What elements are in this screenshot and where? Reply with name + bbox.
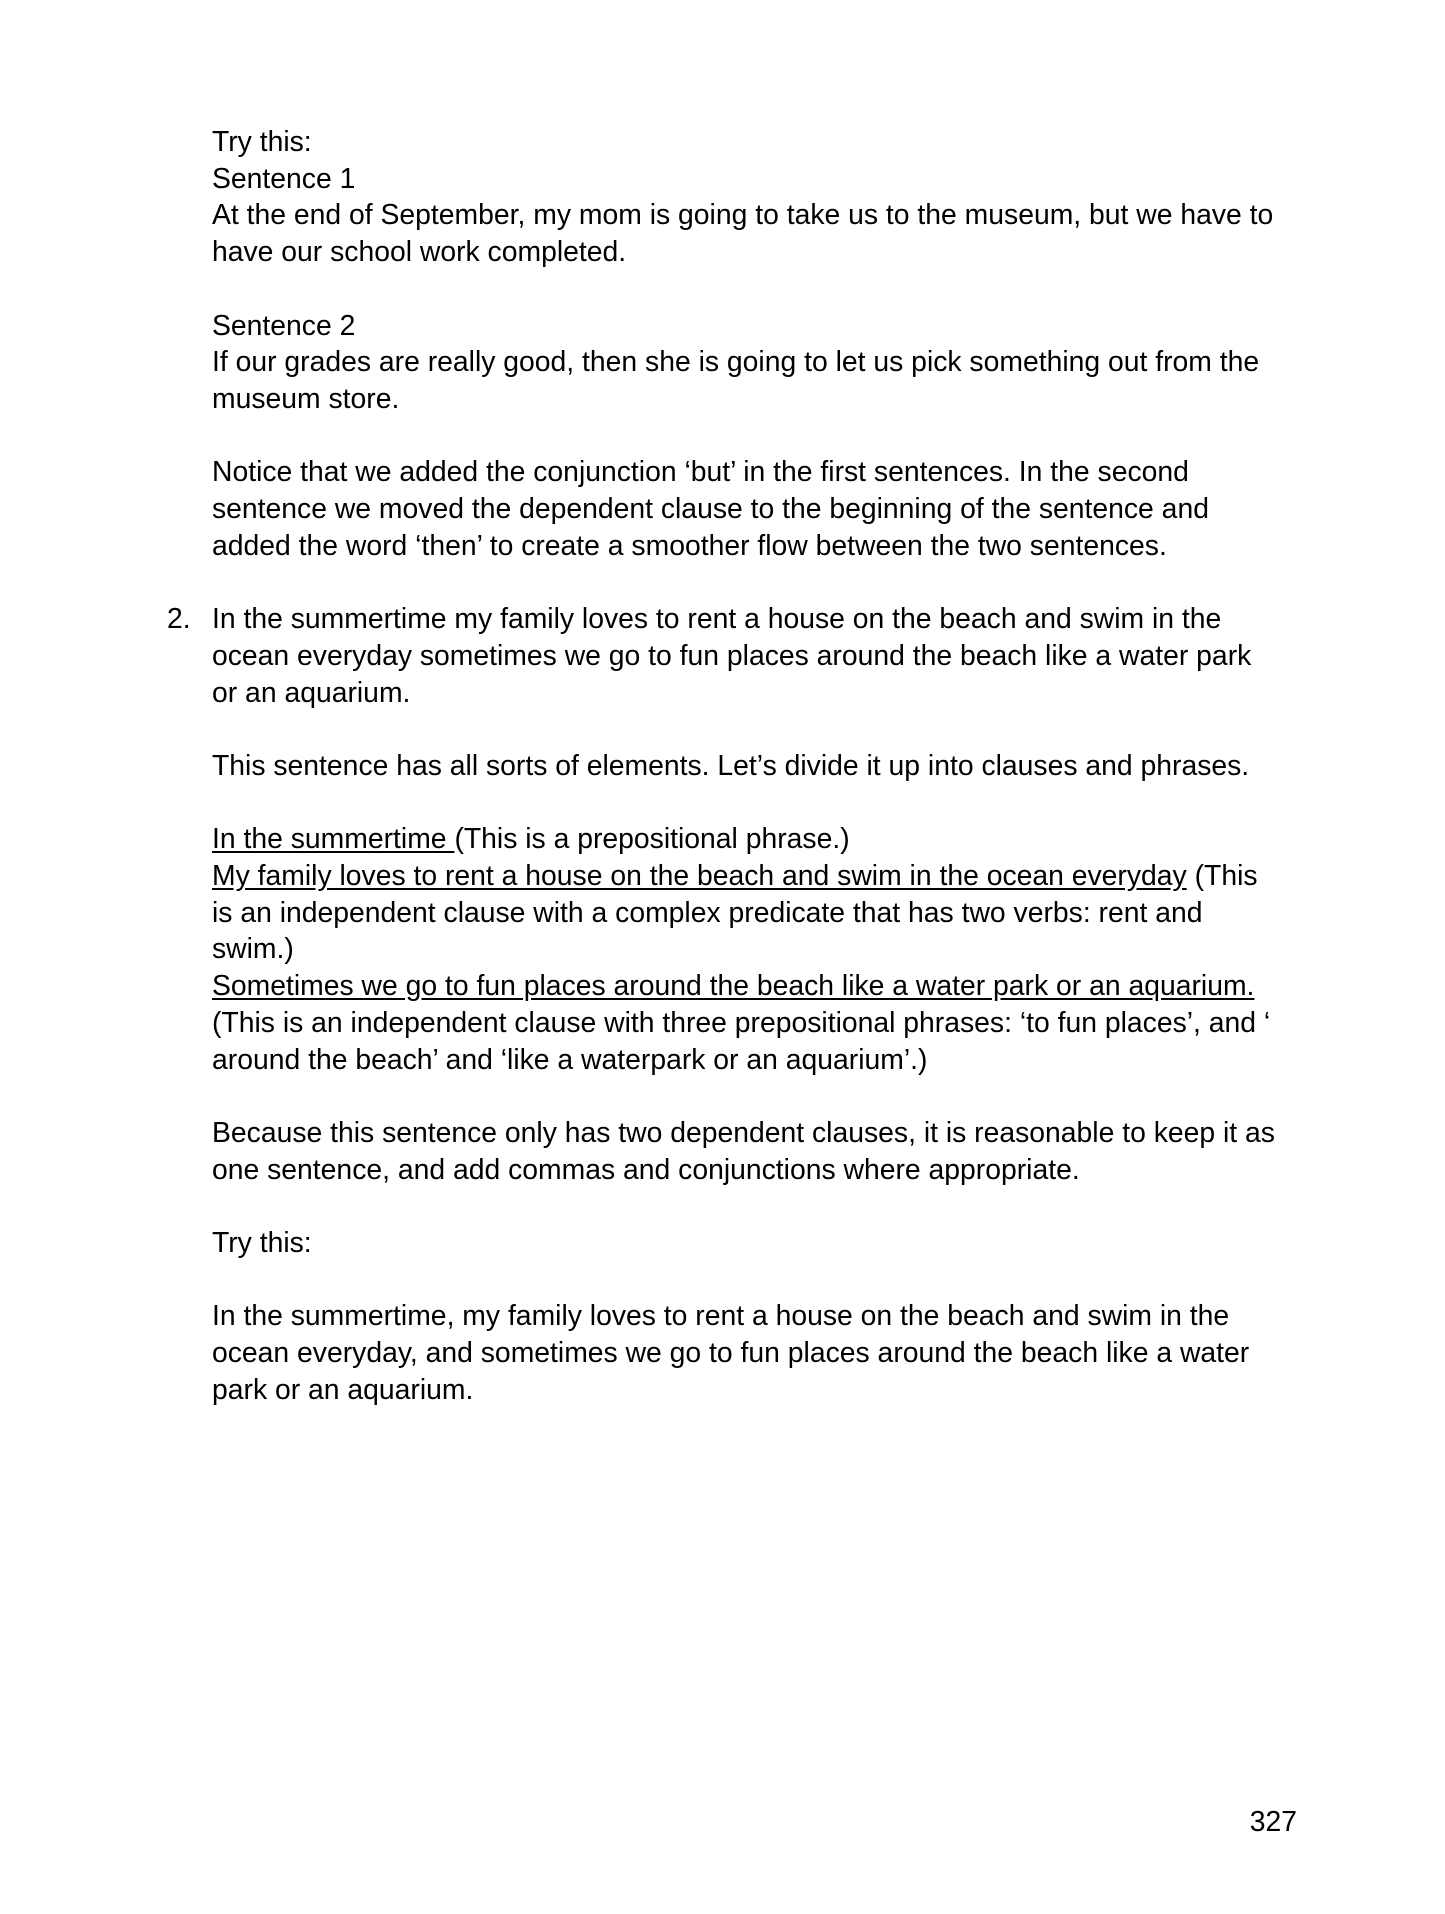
- sentence2-text: If our grades are really good, then she is going to let us pick something out from the museum store.: [212, 346, 1260, 415]
- clause-annotation-1: (This is a prepositional phrase.): [454, 823, 850, 856]
- underlined-clause-3: Sometimes we go to fun places around the beach like a water park or an aquarium.: [212, 970, 1255, 1003]
- underlined-clause-2: My family loves to rent a house on the beach and swim in the ocean everyday: [212, 859, 1187, 892]
- clause-analysis-block: [212, 821, 1275, 1078]
- revised-sentence-block: [212, 1298, 1275, 1408]
- underlined-clause-1: In the summertime: [212, 823, 455, 856]
- clause-annotation-3: (This is an independent clause with three prepositional phrases: ‘to fun places’, and ‘ around the beach’ and ‘like a waterpark or an aquarium’.): [212, 1006, 1271, 1076]
- try-this-label-2: Try this:: [212, 1226, 312, 1259]
- notice-paragraph-block: [212, 454, 1275, 564]
- revised-sentence-text: In the summertime, my family loves to rent a house on the beach and swim in the ocean everyday, and sometimes we go to fun places around the beach like a water park or an aquarium.: [212, 1300, 1250, 1406]
- clause-annotation-2: (This is an independent clause with a complex predicate that has two verbs: rent and swim.): [212, 859, 1258, 966]
- conclusion-text: Because this sentence only has two dependent clauses, it is reasonable to keep it as one sentence, and add commas and conjunctions where appropriate.: [212, 1116, 1275, 1186]
- divide-intro-text: This sentence has all sorts of elements. Let’s divide it up into clauses and phrases.: [212, 749, 1250, 782]
- item2-sentence-text: In the summertime my family loves to rent a house on the beach and swim in the ocean everyday sometimes we go to fun places around the beach like a water park or an aquarium.: [212, 603, 1252, 709]
- try-this-2-block: [212, 1225, 1275, 1262]
- try-this-label: Try this:: [212, 126, 312, 158]
- divide-intro-block: [212, 748, 1275, 785]
- analysis-line-3: [212, 968, 1275, 1078]
- notice-text: Notice that we added the conjunction ‘but’ in the first sentences. In the second sentence we moved the dependent clause to the beginning of the sentence and added the word ‘then’ to create a smoother flow between the two sentences.: [212, 456, 1209, 562]
- sentence1-block: [212, 124, 1275, 271]
- sentence1-text: At the end of September, my mom is going to take us to the museum, but we have to have our school work completed.: [212, 199, 1274, 269]
- numbered-item-2: [167, 601, 1275, 711]
- sentence2-label: Sentence 2: [212, 309, 356, 342]
- sentence2-block: [212, 308, 1275, 418]
- page-number: 327: [1249, 1806, 1297, 1838]
- document-content: [167, 124, 1275, 1445]
- list-item-number: 2.: [167, 603, 191, 636]
- conclusion-block: [212, 1115, 1275, 1188]
- sentence1-label: Sentence 1: [212, 162, 356, 195]
- analysis-line-2: [212, 858, 1275, 968]
- analysis-line-1: [212, 821, 1275, 858]
